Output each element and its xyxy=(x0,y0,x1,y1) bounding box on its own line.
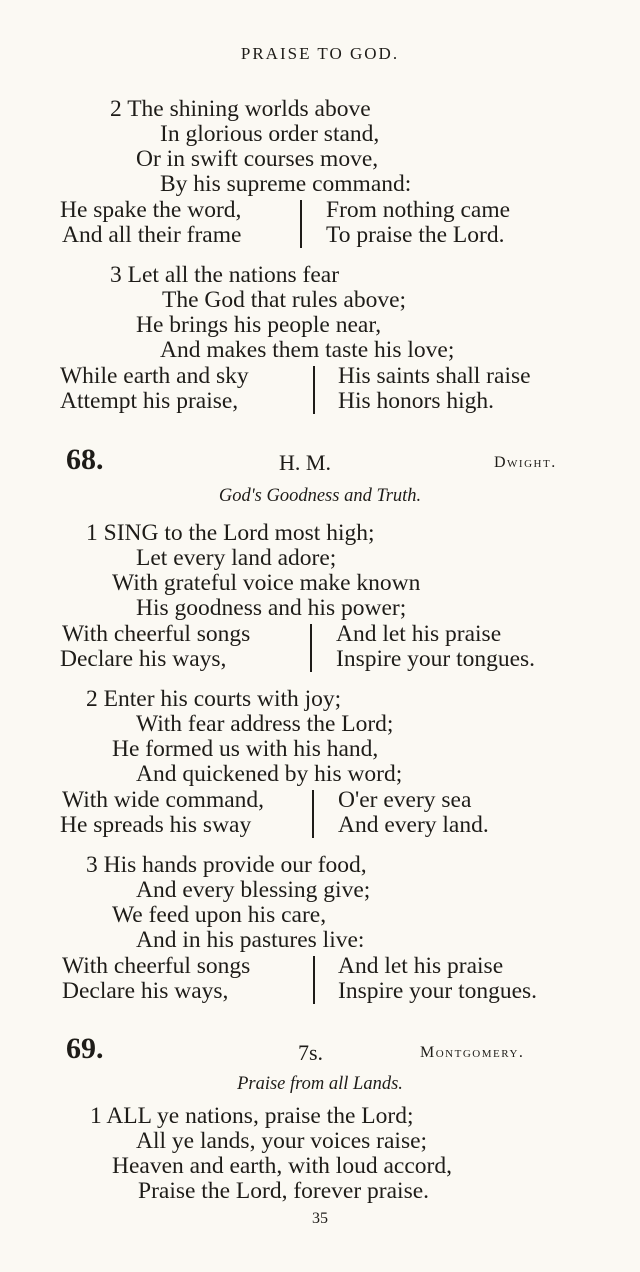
verse-line: 3 Let all the nations fear xyxy=(110,262,340,288)
verse-line: Heaven and earth, with loud accord, xyxy=(112,1153,452,1179)
hymn-title: God's Goodness and Truth. xyxy=(218,486,422,506)
refrain-left: Declare his ways, xyxy=(62,978,229,1004)
verse-line: He brings his people near, xyxy=(136,312,382,338)
hymn-meter: 7s. xyxy=(298,1040,324,1065)
refrain-right: To praise the Lord. xyxy=(326,222,505,248)
refrain-left: While earth and sky xyxy=(60,363,249,389)
verse-line: 2 The shining worlds above xyxy=(110,96,371,122)
verse-line: By his supreme command: xyxy=(160,171,412,197)
refrain-right: O'er every sea xyxy=(338,787,472,813)
verse-line: 3 His hands provide our food, xyxy=(86,852,367,878)
refrain-divider xyxy=(313,956,315,1004)
refrain-left: Declare his ways, xyxy=(60,646,227,672)
page-number: 35 xyxy=(312,1210,328,1227)
hymn-number: 69. xyxy=(66,1032,104,1065)
refrain-left: With cheerful songs xyxy=(62,953,251,979)
verse-line: 1 SING to the Lord most high; xyxy=(86,520,375,546)
refrain-right: His saints shall raise xyxy=(338,363,531,389)
refrain-right: His honors high. xyxy=(338,388,495,414)
refrain-left: He spreads his sway xyxy=(60,812,252,838)
verse-line: We feed upon his care, xyxy=(112,902,327,928)
refrain-right: Inspire your tongues. xyxy=(336,646,536,672)
verse-line: His goodness and his power; xyxy=(136,595,407,621)
verse-line: Let every land adore; xyxy=(136,545,337,571)
verse-line: And every blessing give; xyxy=(136,877,371,903)
verse-line: All ye lands, your voices raise; xyxy=(136,1128,428,1154)
verse-line: With grateful voice make known xyxy=(112,570,421,596)
refrain-right: And every land. xyxy=(338,812,489,838)
verse-line: Praise the Lord, forever praise. xyxy=(138,1178,430,1204)
hymn-meter: H. M. xyxy=(279,450,331,475)
refrain-right: And let his praise xyxy=(338,953,504,979)
hymn-title: Praise from all Lands. xyxy=(237,1074,403,1094)
hymn-author: Dwight. xyxy=(494,454,557,471)
refrain-right: From nothing came xyxy=(326,197,511,223)
refrain-right: And let his praise xyxy=(336,621,502,647)
verse-line: And makes them taste his love; xyxy=(160,337,455,363)
verse-line: And quickened by his word; xyxy=(136,761,403,787)
refrain-divider xyxy=(313,366,315,414)
hymn-number: 68. xyxy=(66,443,104,476)
refrain-left: Attempt his praise, xyxy=(60,388,239,414)
verse-line: 1 ALL ye nations, praise the Lord; xyxy=(90,1103,414,1129)
refrain-left: He spake the word, xyxy=(60,197,242,223)
refrain-right: Inspire your tongues. xyxy=(338,978,538,1004)
running-head: PRAISE TO GOD. xyxy=(240,44,400,63)
verse-line: And in his pastures live: xyxy=(136,927,365,953)
hymn-author: Montgomery. xyxy=(420,1044,525,1061)
verse-line: In glorious order stand, xyxy=(160,121,380,147)
refrain-left: With wide command, xyxy=(62,787,265,813)
verse-line: Or in swift courses move, xyxy=(136,146,379,172)
refrain-divider xyxy=(312,790,314,838)
verse-line: The God that rules above; xyxy=(162,287,407,313)
refrain-divider xyxy=(310,624,312,672)
verse-line: With fear address the Lord; xyxy=(136,711,394,737)
refrain-divider xyxy=(300,200,302,248)
verse-line: 2 Enter his courts with joy; xyxy=(86,686,342,712)
refrain-left: With cheerful songs xyxy=(62,621,251,647)
refrain-left: And all their frame xyxy=(62,222,242,248)
verse-line: He formed us with his hand, xyxy=(112,736,379,762)
